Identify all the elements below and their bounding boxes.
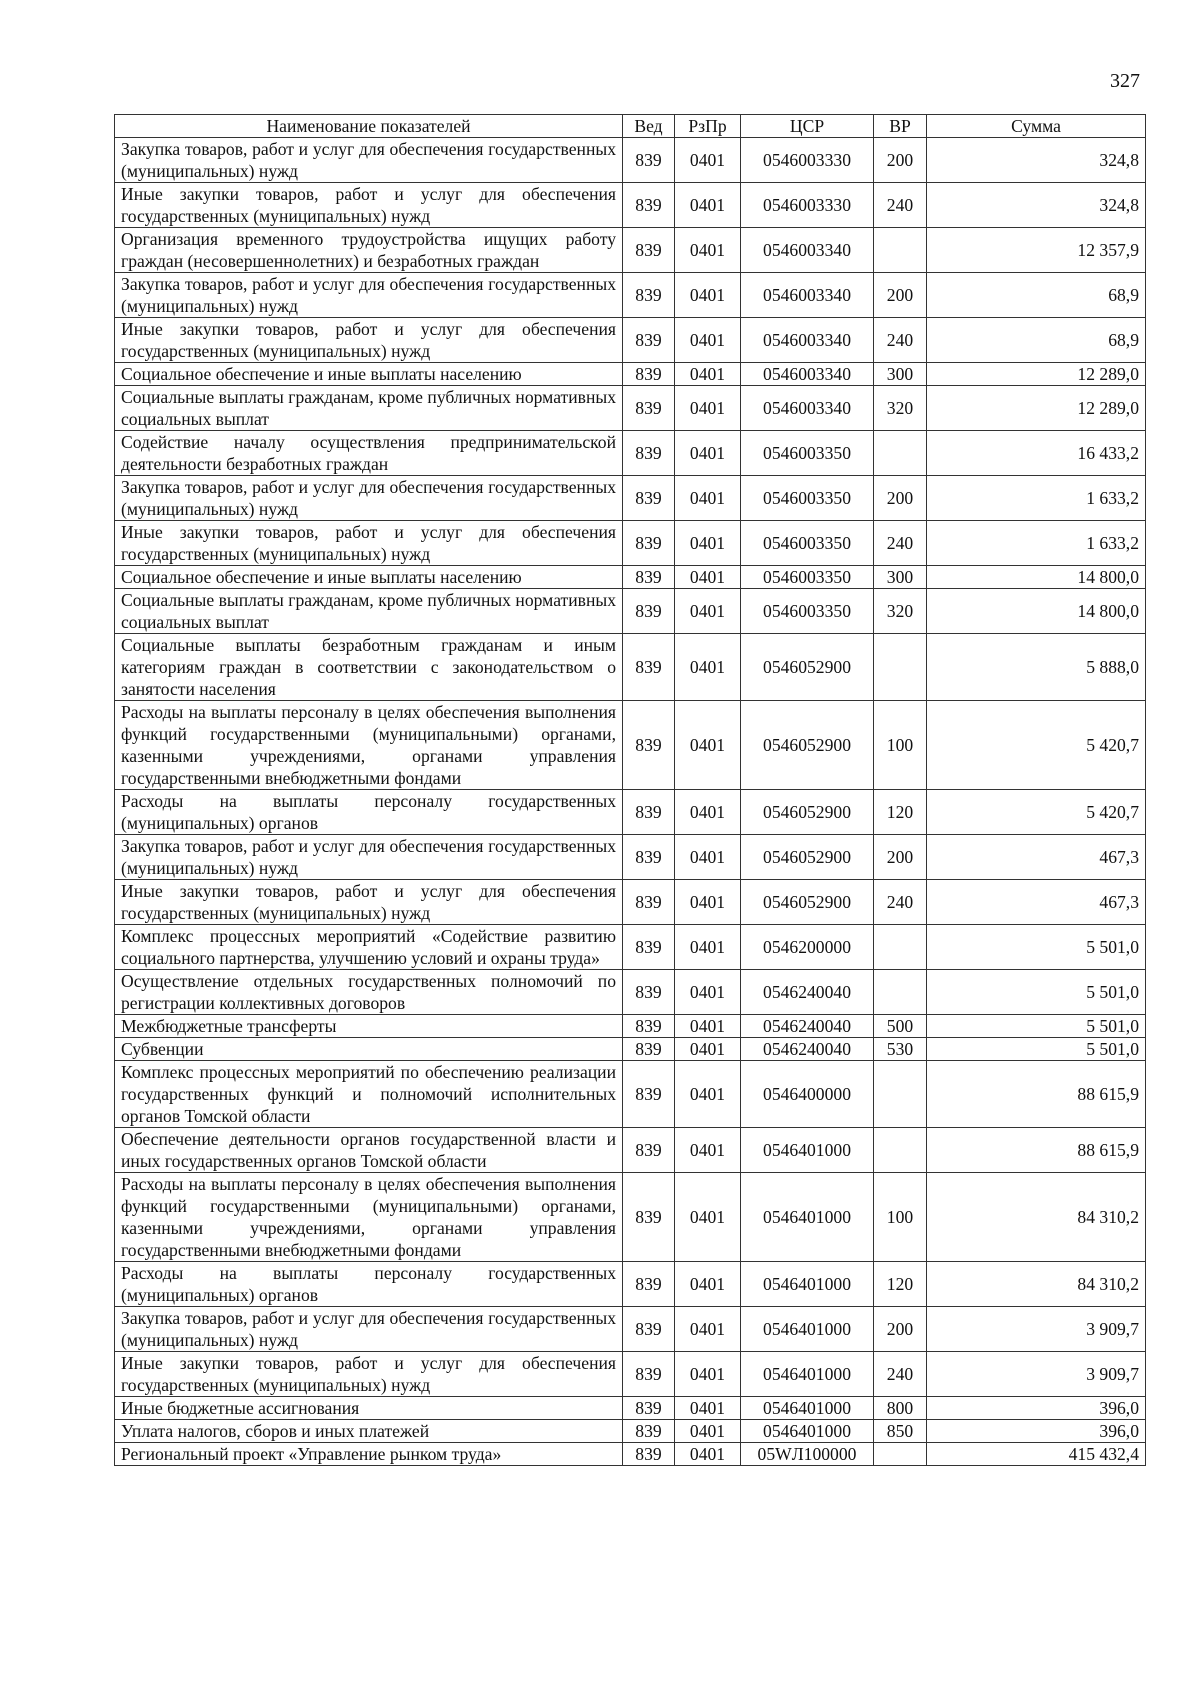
row-sum-cell: 5 501,0 <box>927 1015 1146 1038</box>
row-vr-cell: 320 <box>874 589 927 634</box>
row-csr-cell: 0546052900 <box>741 701 874 790</box>
row-csr-cell: 0546401000 <box>741 1420 874 1443</box>
row-rzpr-cell: 0401 <box>675 386 741 431</box>
row-sum-cell: 68,9 <box>927 273 1146 318</box>
table-row <box>115 1307 1146 1352</box>
row-vr-cell: 500 <box>874 1015 927 1038</box>
row-name-cell: Комплекс процессных мероприятий «Содействие развитию социального партнерства, улучшению условий и охраны труда» <box>115 925 623 970</box>
row-ved-cell: 839 <box>623 880 675 925</box>
row-ved-cell: 839 <box>623 589 675 634</box>
row-csr-cell: 0546003340 <box>741 386 874 431</box>
row-csr-cell: 0546003350 <box>741 589 874 634</box>
row-vr-cell: 120 <box>874 790 927 835</box>
row-ved-cell: 839 <box>623 386 675 431</box>
header-csr: ЦСР <box>741 115 874 138</box>
table-row <box>115 431 1146 476</box>
row-name-cell: Расходы на выплаты персоналу в целях обеспечения выполнения функций государственными (муниципальными) органами, казенными учреждениями, органами управления государственными внебюджетными фондами <box>115 1173 623 1262</box>
row-ved-cell: 839 <box>623 970 675 1015</box>
row-csr-cell: 0546240040 <box>741 1038 874 1061</box>
row-vr-cell <box>874 228 927 273</box>
row-ved-cell: 839 <box>623 138 675 183</box>
table-row <box>115 634 1146 701</box>
row-sum-cell: 324,8 <box>927 183 1146 228</box>
table-row <box>115 273 1146 318</box>
row-ved-cell: 839 <box>623 1061 675 1128</box>
row-vr-cell: 100 <box>874 1173 927 1262</box>
row-ved-cell: 839 <box>623 476 675 521</box>
row-csr-cell: 0546401000 <box>741 1262 874 1307</box>
table-header-row <box>115 115 1146 138</box>
row-sum-cell: 5 501,0 <box>927 1038 1146 1061</box>
row-sum-cell: 467,3 <box>927 880 1146 925</box>
row-sum-cell: 12 357,9 <box>927 228 1146 273</box>
row-name-cell: Социальные выплаты гражданам, кроме публичных нормативных социальных выплат <box>115 386 623 431</box>
header-rzpr: РзПр <box>675 115 741 138</box>
row-name-cell: Иные закупки товаров, работ и услуг для обеспечения государственных (муниципальных) нужд <box>115 880 623 925</box>
row-ved-cell: 839 <box>623 318 675 363</box>
row-csr-cell: 0546052900 <box>741 634 874 701</box>
row-csr-cell: 0546401000 <box>741 1397 874 1420</box>
table-row <box>115 228 1146 273</box>
row-ved-cell: 839 <box>623 1262 675 1307</box>
row-ved-cell: 839 <box>623 634 675 701</box>
row-sum-cell: 5 501,0 <box>927 970 1146 1015</box>
table-row <box>115 566 1146 589</box>
row-ved-cell: 839 <box>623 1352 675 1397</box>
row-sum-cell: 12 289,0 <box>927 386 1146 431</box>
row-name-cell: Социальное обеспечение и иные выплаты населению <box>115 363 623 386</box>
row-csr-cell: 0546003340 <box>741 273 874 318</box>
row-sum-cell: 415 432,4 <box>927 1443 1146 1466</box>
table-row <box>115 970 1146 1015</box>
row-ved-cell: 839 <box>623 1038 675 1061</box>
row-rzpr-cell: 0401 <box>675 476 741 521</box>
table-row <box>115 835 1146 880</box>
row-sum-cell: 14 800,0 <box>927 589 1146 634</box>
table-row <box>115 138 1146 183</box>
row-rzpr-cell: 0401 <box>675 1262 741 1307</box>
row-name-cell: Иные закупки товаров, работ и услуг для обеспечения государственных (муниципальных) нужд <box>115 318 623 363</box>
row-rzpr-cell: 0401 <box>675 1420 741 1443</box>
row-name-cell: Содействие началу осуществления предпринимательской деятельности безработных граждан <box>115 431 623 476</box>
row-csr-cell: 0546052900 <box>741 835 874 880</box>
row-sum-cell: 88 615,9 <box>927 1128 1146 1173</box>
header-ved: Вед <box>623 115 675 138</box>
row-rzpr-cell: 0401 <box>675 1307 741 1352</box>
row-name-cell: Закупка товаров, работ и услуг для обеспечения государственных (муниципальных) нужд <box>115 1307 623 1352</box>
row-name-cell: Социальные выплаты безработным гражданам и иным категориям граждан в соответствии с законодательством о занятости населения <box>115 634 623 701</box>
row-vr-cell <box>874 970 927 1015</box>
row-rzpr-cell: 0401 <box>675 431 741 476</box>
table-row <box>115 790 1146 835</box>
table-row <box>115 318 1146 363</box>
row-rzpr-cell: 0401 <box>675 701 741 790</box>
row-rzpr-cell: 0401 <box>675 273 741 318</box>
row-csr-cell: 0546200000 <box>741 925 874 970</box>
row-name-cell: Иные закупки товаров, работ и услуг для обеспечения государственных (муниципальных) нужд <box>115 521 623 566</box>
row-vr-cell <box>874 634 927 701</box>
table-row <box>115 880 1146 925</box>
row-sum-cell: 68,9 <box>927 318 1146 363</box>
row-sum-cell: 5 501,0 <box>927 925 1146 970</box>
header-sum: Сумма <box>927 115 1146 138</box>
row-rzpr-cell: 0401 <box>675 970 741 1015</box>
row-name-cell: Закупка товаров, работ и услуг для обеспечения государственных (муниципальных) нужд <box>115 273 623 318</box>
row-ved-cell: 839 <box>623 363 675 386</box>
row-name-cell: Иные бюджетные ассигнования <box>115 1397 623 1420</box>
row-name-cell: Обеспечение деятельности органов государственной власти и иных государственных органов Томской области <box>115 1128 623 1173</box>
row-sum-cell: 5 420,7 <box>927 790 1146 835</box>
row-name-cell: Закупка товаров, работ и услуг для обеспечения государственных (муниципальных) нужд <box>115 476 623 521</box>
row-rzpr-cell: 0401 <box>675 228 741 273</box>
row-vr-cell: 200 <box>874 138 927 183</box>
row-sum-cell: 396,0 <box>927 1397 1146 1420</box>
row-vr-cell: 320 <box>874 386 927 431</box>
row-csr-cell: 0546401000 <box>741 1307 874 1352</box>
table-row <box>115 386 1146 431</box>
row-rzpr-cell: 0401 <box>675 1128 741 1173</box>
row-name-cell: Иные закупки товаров, работ и услуг для обеспечения государственных (муниципальных) нужд <box>115 1352 623 1397</box>
row-rzpr-cell: 0401 <box>675 1352 741 1397</box>
row-name-cell: Закупка товаров, работ и услуг для обеспечения государственных (муниципальных) нужд <box>115 138 623 183</box>
row-rzpr-cell: 0401 <box>675 138 741 183</box>
row-name-cell: Комплекс процессных мероприятий по обеспечению реализации государственных функций и полномочий исполнительных органов Томской области <box>115 1061 623 1128</box>
row-csr-cell: 0546003340 <box>741 363 874 386</box>
row-rzpr-cell: 0401 <box>675 1061 741 1128</box>
row-ved-cell: 839 <box>623 1307 675 1352</box>
row-rzpr-cell: 0401 <box>675 880 741 925</box>
row-vr-cell: 240 <box>874 183 927 228</box>
row-rzpr-cell: 0401 <box>675 589 741 634</box>
table-row <box>115 521 1146 566</box>
row-vr-cell: 120 <box>874 1262 927 1307</box>
row-ved-cell: 839 <box>623 1420 675 1443</box>
row-sum-cell: 5 420,7 <box>927 701 1146 790</box>
row-ved-cell: 839 <box>623 521 675 566</box>
row-csr-cell: 0546052900 <box>741 790 874 835</box>
table-row <box>115 183 1146 228</box>
row-vr-cell: 240 <box>874 521 927 566</box>
row-ved-cell: 839 <box>623 1015 675 1038</box>
row-sum-cell: 88 615,9 <box>927 1061 1146 1128</box>
row-ved-cell: 839 <box>623 1443 675 1466</box>
table-row <box>115 363 1146 386</box>
row-rzpr-cell: 0401 <box>675 1397 741 1420</box>
row-vr-cell: 240 <box>874 1352 927 1397</box>
row-ved-cell: 839 <box>623 701 675 790</box>
table-row <box>115 701 1146 790</box>
header-name: Наименование показателей <box>115 115 623 138</box>
table-row <box>115 1128 1146 1173</box>
row-sum-cell: 3 909,7 <box>927 1307 1146 1352</box>
row-ved-cell: 839 <box>623 790 675 835</box>
row-rzpr-cell: 0401 <box>675 1015 741 1038</box>
row-csr-cell: 0546240040 <box>741 1015 874 1038</box>
row-name-cell: Закупка товаров, работ и услуг для обеспечения государственных (муниципальных) нужд <box>115 835 623 880</box>
table-row <box>115 1352 1146 1397</box>
row-ved-cell: 839 <box>623 183 675 228</box>
row-sum-cell: 324,8 <box>927 138 1146 183</box>
row-sum-cell: 84 310,2 <box>927 1262 1146 1307</box>
row-ved-cell: 839 <box>623 273 675 318</box>
row-sum-cell: 84 310,2 <box>927 1173 1146 1262</box>
row-name-cell: Осуществление отдельных государственных полномочий по регистрации коллективных договоров <box>115 970 623 1015</box>
row-sum-cell: 16 433,2 <box>927 431 1146 476</box>
page-number: 327 <box>1110 70 1140 92</box>
row-csr-cell: 05WЛ100000 <box>741 1443 874 1466</box>
row-vr-cell: 200 <box>874 1307 927 1352</box>
budget-table <box>114 114 1146 1466</box>
table-row <box>115 1015 1146 1038</box>
row-sum-cell: 5 888,0 <box>927 634 1146 701</box>
row-rzpr-cell: 0401 <box>675 790 741 835</box>
row-name-cell: Региональный проект «Управление рынком труда» <box>115 1443 623 1466</box>
row-vr-cell: 530 <box>874 1038 927 1061</box>
row-name-cell: Иные закупки товаров, работ и услуг для обеспечения государственных (муниципальных) нужд <box>115 183 623 228</box>
row-csr-cell: 0546003350 <box>741 566 874 589</box>
row-name-cell: Социальное обеспечение и иные выплаты населению <box>115 566 623 589</box>
table-row <box>115 476 1146 521</box>
row-ved-cell: 839 <box>623 1173 675 1262</box>
row-name-cell: Уплата налогов, сборов и иных платежей <box>115 1420 623 1443</box>
row-vr-cell: 200 <box>874 476 927 521</box>
row-sum-cell: 3 909,7 <box>927 1352 1146 1397</box>
row-vr-cell: 300 <box>874 363 927 386</box>
row-sum-cell: 1 633,2 <box>927 476 1146 521</box>
row-csr-cell: 0546003350 <box>741 521 874 566</box>
table-row <box>115 589 1146 634</box>
row-name-cell: Расходы на выплаты персоналу в целях обеспечения выполнения функций государственными (муниципальными) органами, казенными учреждениями, органами управления государственными внебюджетными фондами <box>115 701 623 790</box>
row-name-cell: Социальные выплаты гражданам, кроме публичных нормативных социальных выплат <box>115 589 623 634</box>
row-vr-cell: 200 <box>874 835 927 880</box>
table-row <box>115 1443 1146 1466</box>
row-csr-cell: 0546003350 <box>741 431 874 476</box>
row-rzpr-cell: 0401 <box>675 566 741 589</box>
row-ved-cell: 839 <box>623 1128 675 1173</box>
row-csr-cell: 0546003330 <box>741 183 874 228</box>
row-csr-cell: 0546400000 <box>741 1061 874 1128</box>
row-ved-cell: 839 <box>623 431 675 476</box>
row-sum-cell: 14 800,0 <box>927 566 1146 589</box>
row-name-cell: Расходы на выплаты персоналу государственных (муниципальных) органов <box>115 790 623 835</box>
row-csr-cell: 0546401000 <box>741 1128 874 1173</box>
row-rzpr-cell: 0401 <box>675 183 741 228</box>
row-csr-cell: 0546401000 <box>741 1173 874 1262</box>
row-csr-cell: 0546003340 <box>741 318 874 363</box>
header-vr: ВР <box>874 115 927 138</box>
row-ved-cell: 839 <box>623 566 675 589</box>
row-name-cell: Расходы на выплаты персоналу государственных (муниципальных) органов <box>115 1262 623 1307</box>
row-name-cell: Межбюджетные трансферты <box>115 1015 623 1038</box>
row-ved-cell: 839 <box>623 835 675 880</box>
row-csr-cell: 0546003350 <box>741 476 874 521</box>
row-csr-cell: 0546401000 <box>741 1352 874 1397</box>
row-rzpr-cell: 0401 <box>675 363 741 386</box>
table-body <box>115 138 1146 1466</box>
row-vr-cell: 100 <box>874 701 927 790</box>
row-vr-cell <box>874 1061 927 1128</box>
row-rzpr-cell: 0401 <box>675 925 741 970</box>
row-vr-cell: 800 <box>874 1397 927 1420</box>
row-name-cell: Субвенции <box>115 1038 623 1061</box>
row-sum-cell: 1 633,2 <box>927 521 1146 566</box>
row-sum-cell: 396,0 <box>927 1420 1146 1443</box>
row-sum-cell: 467,3 <box>927 835 1146 880</box>
row-vr-cell <box>874 925 927 970</box>
row-csr-cell: 0546052900 <box>741 880 874 925</box>
row-ved-cell: 839 <box>623 925 675 970</box>
row-sum-cell: 12 289,0 <box>927 363 1146 386</box>
row-vr-cell: 240 <box>874 318 927 363</box>
table-row <box>115 1397 1146 1420</box>
row-vr-cell: 850 <box>874 1420 927 1443</box>
row-rzpr-cell: 0401 <box>675 1173 741 1262</box>
row-csr-cell: 0546003340 <box>741 228 874 273</box>
table-row <box>115 1061 1146 1128</box>
table-row <box>115 925 1146 970</box>
row-vr-cell: 240 <box>874 880 927 925</box>
table-row <box>115 1173 1146 1262</box>
row-ved-cell: 839 <box>623 1397 675 1420</box>
row-csr-cell: 0546003330 <box>741 138 874 183</box>
row-vr-cell <box>874 1128 927 1173</box>
row-vr-cell: 300 <box>874 566 927 589</box>
row-ved-cell: 839 <box>623 228 675 273</box>
row-rzpr-cell: 0401 <box>675 521 741 566</box>
row-rzpr-cell: 0401 <box>675 1038 741 1061</box>
row-rzpr-cell: 0401 <box>675 634 741 701</box>
row-vr-cell: 200 <box>874 273 927 318</box>
table-row <box>115 1420 1146 1443</box>
table-row <box>115 1262 1146 1307</box>
row-vr-cell <box>874 1443 927 1466</box>
row-csr-cell: 0546240040 <box>741 970 874 1015</box>
row-rzpr-cell: 0401 <box>675 1443 741 1466</box>
row-rzpr-cell: 0401 <box>675 835 741 880</box>
row-rzpr-cell: 0401 <box>675 318 741 363</box>
row-vr-cell <box>874 431 927 476</box>
row-name-cell: Организация временного трудоустройства ищущих работу граждан (несовершеннолетних) и безработных граждан <box>115 228 623 273</box>
table-row <box>115 1038 1146 1061</box>
